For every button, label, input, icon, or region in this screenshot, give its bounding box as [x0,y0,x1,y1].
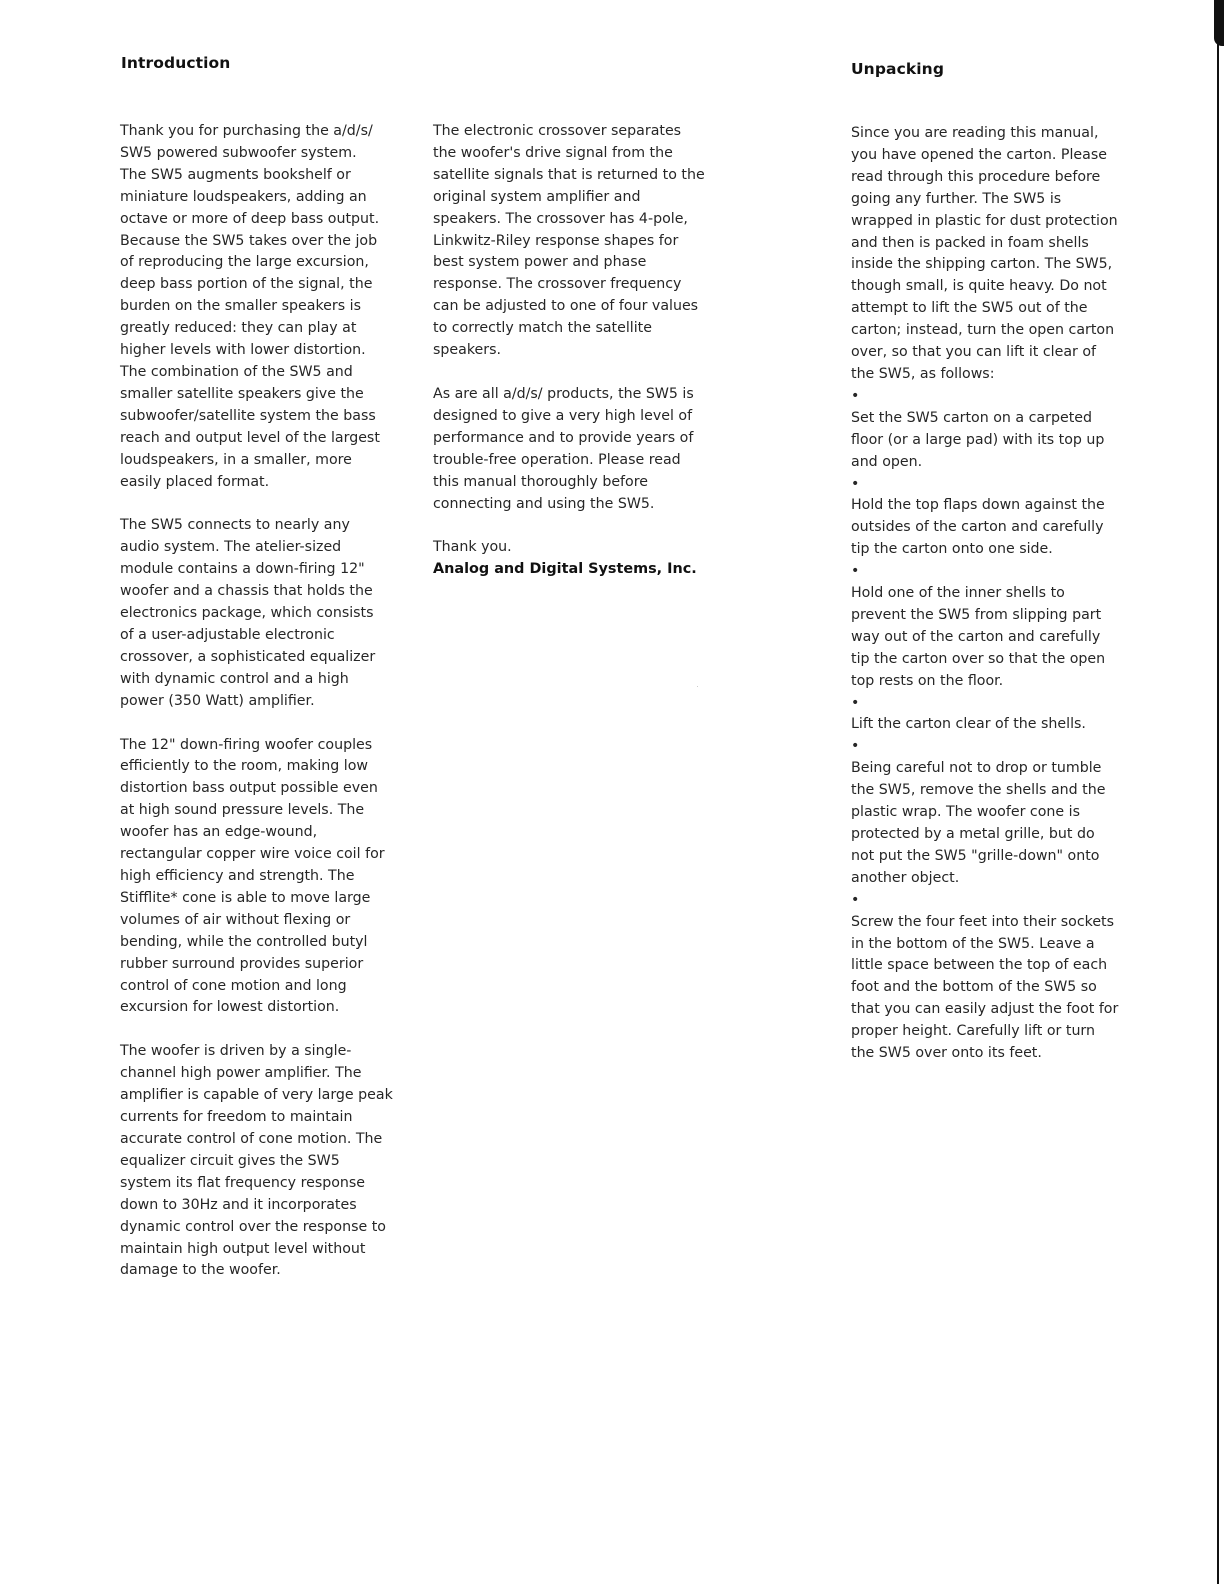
step-bullet: • [851,563,860,580]
step-bullet: • [851,891,860,908]
introduction-column-2 [433,121,733,581]
intro-paragraph-3: The 12" down-firing woofer couples efficiently to the room, making low distortion bass output possible even at high sound pressure levels. The woofer has an edge-wound, rectangular copper wire voice coil for high efficiency and strength. The Stifflite* cone is able to move large volumes of air without flexing or bending, while the controlled butyl rubber surround provides superior control of cone motion and long excursion for lowest distortion. [120,736,385,1016]
unpacking-step-6: Screw the four feet into their sockets in the bottom of the SW5. Leave a little space between the top of each foot and the bottom of the SW5 so that you can easily adjust the foot for proper height. Carefully lift or turn the SW5 over onto its feet. [851,913,1119,1062]
step-bullet: • [851,694,860,711]
intro-paragraph-4: The woofer is driven by a single- channel high power amplifier. The amplifier is capable of very large peak currents for freedom to maintain accurate control of cone motion. The equalizer circuit gives the SW5 system its flat frequency response down to 30Hz and it incorporates dynamic control over the response to maintain high output level without damage to the woofer. [120,1043,393,1279]
step-bullet: • [851,387,860,404]
intro-paragraph-6: As are all a/d/s/ products, the SW5 is designed to give a very high level of performance and to provide years of trouble-free operation. Please read this manual thoroughly before connecting and using the SW5. [433,385,694,512]
unpacking-heading: Unpacking [851,60,945,78]
unpacking-column [851,123,1151,1065]
unpacking-step-3: Hold one of the inner shells to prevent the SW5 from slipping part way out of the carton and carefully tip the carton over so that the open top rests on the floor. [851,585,1106,689]
intro-paragraph-5: The electronic crossover separates the woofer's drive signal from the satellite signals that is returned to the original system amplifier and speakers. The crossover has 4-pole, Linkwitz-Riley response shapes for best system power and phase response. The crossover frequency can be adjusted to one of four values to correctly match the satellite speakers. [433,123,705,359]
page-edge-binding [1212,0,1224,1584]
step-bullet: • [851,475,860,492]
unpacking-intro: Since you are reading this manual, you have opened the carton. Please read through this procedure before going any further. The SW5 is wrapped in plastic for dust protection and then is packed in foam shells inside the shipping carton. The SW5, though small, is quite heavy. Do not attempt to lift the SW5 out of the carton; instead, turn the open carton over, so that you can lift it clear of the SW5, as follows: [851,125,1118,382]
unpacking-step-4: Lift the carton clear of the shells. [851,716,1086,733]
thank-you-text: Thank you. [433,539,512,556]
step-bullet: • [851,738,860,755]
intro-paragraph-2: The SW5 connects to nearly any audio system. The atelier-sized module contains a down-firing 12" woofer and a chassis that holds the electronics package, which consists of a user-adjustable electronic crossover, a sophisticated equalizer with dynamic control and a high power (350 Watt) amplifier. [120,517,376,709]
unpacking-step-5: Being careful not to drop or tumble the SW5, remove the shells and the plastic wrap. The woofer cone is protected by a metal grille, but do not put the SW5 "grille-down" onto another object. [851,760,1106,886]
introduction-column-1 [120,121,410,1282]
introduction-heading: Introduction [121,54,231,72]
company-signature: Analog and Digital Systems, Inc. [433,561,697,578]
scan-speck [697,686,698,687]
unpacking-step-2: Hold the top flaps down against the outsides of the carton and carefully tip the carton onto one side. [851,497,1105,558]
unpacking-step-1: Set the SW5 carton on a carpeted floor (or a large pad) with its top up and open. [851,409,1105,470]
intro-paragraph-1: Thank you for purchasing the a/d/s/ SW5 powered subwoofer system. The SW5 augments bookshelf or miniature loudspeakers, adding an octave or more of deep bass output. Because the SW5 takes over the job of reproducing the large excursion, deep bass portion of the signal, the burden on the smaller speakers is greatly reduced: they can play at higher levels with lower distortion. The combination of the SW5 and smaller satellite speakers give the subwoofer/satellite system the bass reach and output level of the largest loudspeakers, in a smaller, more easily placed format. [120,123,380,490]
